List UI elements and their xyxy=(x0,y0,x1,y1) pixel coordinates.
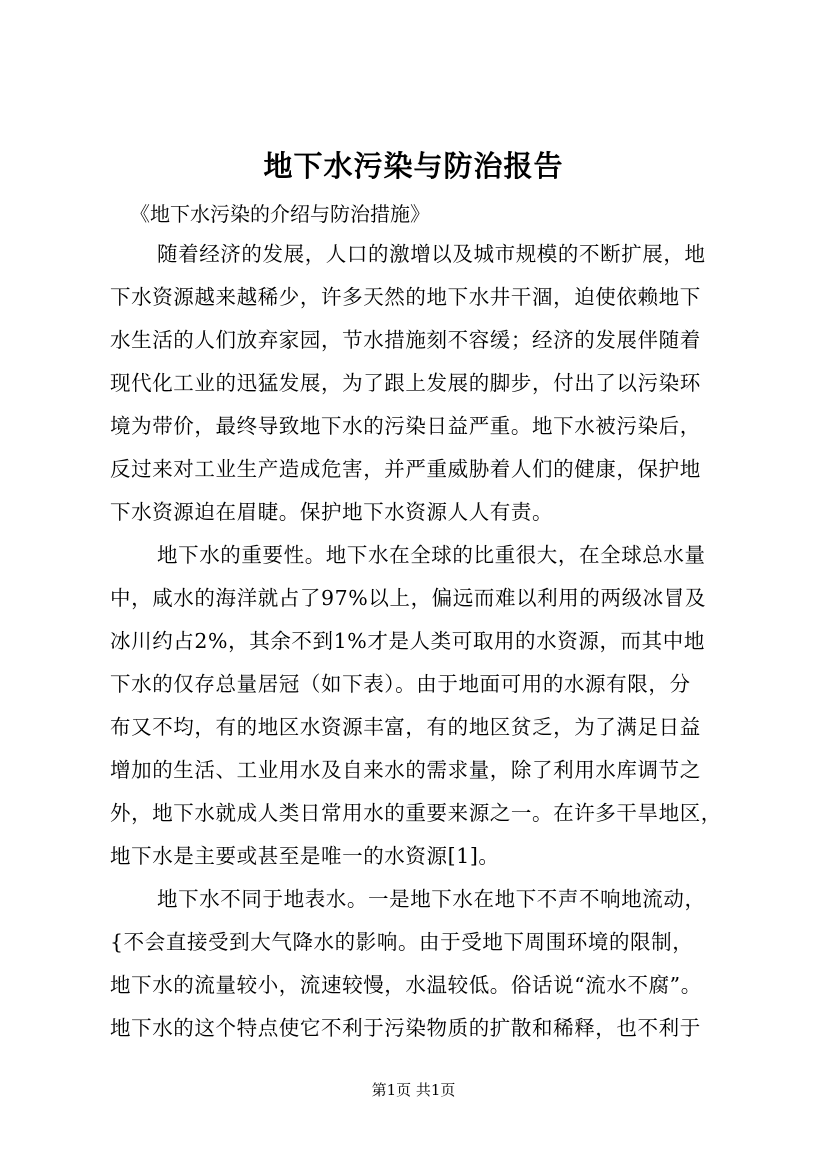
paragraph-3-line-3: 地下水的流量较小，流速较慢，水温较低。俗话说“流水不腐”。 xyxy=(110,973,702,997)
paragraph-2-line-5: 布又不均，有的地区水资源丰富，有的地区贫乏，为了满足日益 xyxy=(110,715,701,739)
paragraph-1-line-6: 反过来对工业生产造成危害，并严重威胁着人们的健康，保护地 xyxy=(110,457,701,481)
paragraph-2-line-4: 下水的仅存总量居冠（如下表）。由于地面可用的水源有限，分 xyxy=(110,672,691,696)
page-title: 地下水污染与防治报告 xyxy=(263,149,564,183)
paragraph-2-line-7: 外，地下水就成人类日常用水的重要来源之一。在许多干旱地区， xyxy=(110,801,722,825)
paragraph-1-line-3: 水生活的人们放弃家园，节水措施刻不容缓；经济的发展伴随着 xyxy=(110,328,701,352)
paragraph-1-line-1: 随着经济的发展，人口的激增以及城市规模的不断扩展，地 xyxy=(157,242,706,266)
paragraph-3-line-1: 地下水不同于地表水。一是地下水在地下不声不响地流动， xyxy=(157,887,706,911)
paragraph-3-line-4: 地下水的这个特点使它不利于污染物质的扩散和稀释，也不利于 xyxy=(110,1016,701,1040)
page-footer: 第1页 共1页 xyxy=(371,1081,456,1099)
paragraph-1-line-5: 境为带价，最终导致地下水的污染日益严重。地下水被污染后， xyxy=(110,414,701,438)
paragraph-2-line-3: 冰川约占2%，其余不到1%才是人类可取用的水资源，而其中地 xyxy=(110,629,705,653)
paragraph-1-line-2: 下水资源越来越稀少，许多天然的地下水井干涸，迫使依赖地下 xyxy=(110,285,701,309)
paragraph-1-line-4: 现代化工业的迅猛发展，为了跟上发展的脚步，付出了以污染环 xyxy=(110,371,701,395)
paragraph-2-line-6: 增加的生活、工业用水及自来水的需求量，除了利用水库调节之 xyxy=(110,758,701,782)
paragraph-1-line-7: 下水资源迫在眉睫。保护地下水资源人人有责。 xyxy=(110,500,554,524)
paragraph-3-line-2: {不会直接受到大气降水的影响。由于受地下周围环境的限制， xyxy=(110,930,694,954)
paragraph-2-line-8: 地下水是主要或甚至是唯一的水资源[1]。 xyxy=(110,844,500,868)
page-subtitle: 《地下水污染的介绍与防治措施》 xyxy=(130,202,430,226)
paragraph-2-line-1: 地下水的重要性。地下水在全球的比重很大，在全球总水量 xyxy=(157,543,706,567)
paragraph-2-line-2: 中，咸水的海洋就占了97%以上，偏远而难以利用的两级冰冒及 xyxy=(110,586,706,610)
